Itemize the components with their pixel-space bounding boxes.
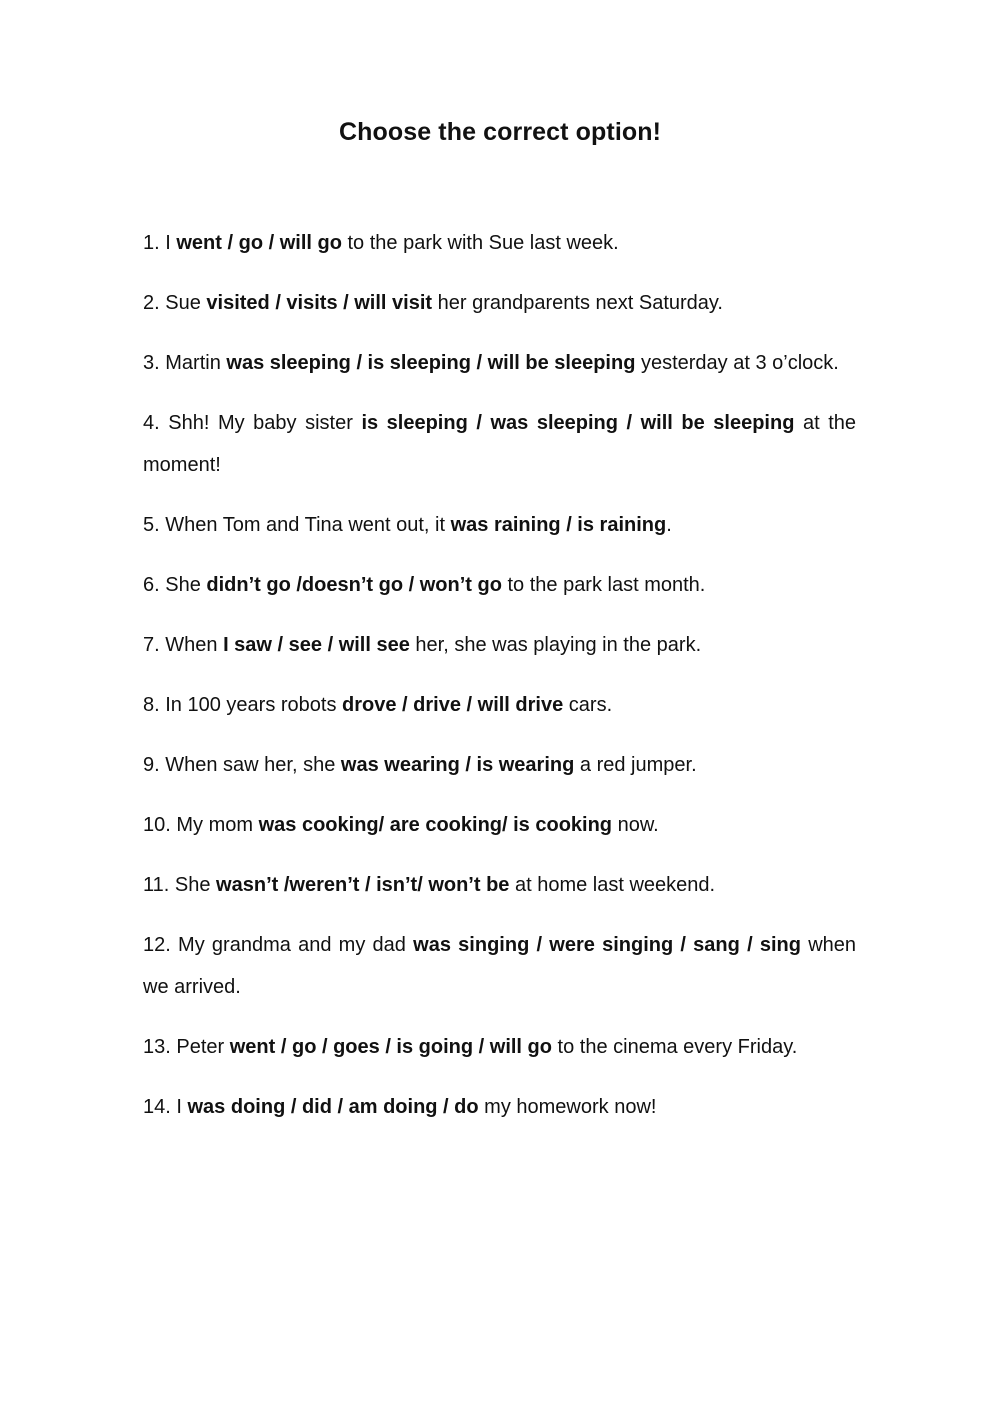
question-number: 12. [143, 934, 171, 956]
answer-options[interactable]: is sleeping / was sleeping / will be sleeping [361, 412, 795, 434]
question-item [143, 504, 856, 546]
question-number: 7. [143, 634, 160, 656]
question-item [143, 1086, 856, 1128]
question-number: 1. [143, 232, 160, 254]
question-item [143, 924, 856, 1008]
answer-options[interactable]: was cooking/ are cooking/ is cooking [258, 814, 613, 836]
answer-options[interactable]: went / go / will go [176, 232, 342, 254]
question-number: 8. [143, 694, 160, 716]
page-title: Choose the correct option! [338, 118, 662, 146]
question-item [143, 1026, 856, 1068]
question-text-before: When [165, 634, 218, 656]
answer-options[interactable]: didn’t go /doesn’t go / won’t go [206, 574, 502, 596]
question-text-before: Sue [165, 292, 201, 314]
question-item [143, 282, 856, 324]
question-text-before: My mom [176, 814, 254, 836]
question-text-after: now. [617, 814, 659, 836]
answer-options[interactable]: was wearing / is wearing [340, 754, 575, 776]
answer-options[interactable]: was sleeping / is sleeping / will be sleeping [226, 352, 636, 374]
answer-options[interactable]: was raining / is raining [450, 514, 667, 536]
question-text-after: to the park with Sue last week. [347, 232, 619, 254]
answer-options[interactable]: wasn’t /weren’t / isn’t/ won’t be [216, 874, 510, 896]
question-text-before: She [174, 874, 211, 896]
question-item [143, 684, 856, 726]
question-number: 11. [143, 874, 170, 896]
question-number: 6. [143, 574, 160, 596]
question-number: 5. [143, 514, 160, 536]
question-number: 10. [143, 814, 171, 836]
question-number: 3. [143, 352, 160, 374]
question-item [143, 342, 856, 384]
question-text-before: Martin [165, 352, 221, 374]
question-text-before: When saw her, she [165, 754, 336, 776]
question-text-before: My grandma and my dad [178, 934, 406, 956]
answer-options[interactable]: I saw / see / will see [223, 634, 410, 656]
question-text-after: yesterday at 3 o’clock. [640, 352, 839, 374]
question-number: 4. [143, 412, 160, 434]
question-item [143, 564, 856, 606]
answer-options[interactable]: visited / visits / will visit [206, 292, 433, 314]
question-number: 2. [143, 292, 160, 314]
question-number: 13. [143, 1036, 171, 1058]
question-list [143, 222, 856, 1146]
question-item [143, 864, 856, 906]
question-number: 9. [143, 754, 160, 776]
question-text-after: to the cinema every Friday. [557, 1036, 798, 1058]
question-item [143, 402, 856, 486]
question-item [143, 744, 856, 786]
question-text-after: her grandparents next Saturday. [437, 292, 723, 314]
answer-options[interactable]: was doing / did / am doing / do [187, 1096, 479, 1118]
answer-options[interactable]: was singing / were singing / sang / sing [413, 934, 801, 956]
answer-options[interactable]: drove / drive / will drive [342, 694, 564, 716]
question-text-after: her, she was playing in the park. [415, 634, 702, 656]
question-text-after: to the park last month. [507, 574, 706, 596]
question-text-after: a red jumper. [579, 754, 697, 776]
question-text-before: I [176, 1096, 182, 1118]
question-text-before: Peter [176, 1036, 225, 1058]
question-text-after: at the moment! [143, 412, 857, 476]
question-item [143, 624, 856, 666]
answer-options[interactable]: went / go / goes / is going / will go [229, 1036, 552, 1058]
question-text-before: Shh! My baby sister [168, 412, 353, 434]
question-item [143, 222, 856, 264]
question-text-after: cars. [568, 694, 613, 716]
question-text-after: . [666, 514, 672, 536]
question-number: 14. [143, 1096, 171, 1118]
question-text-after: when we arrived. [143, 934, 857, 998]
question-text-before: I [165, 232, 171, 254]
question-text-after: my homework now! [484, 1096, 657, 1118]
question-text-before: In 100 years robots [165, 694, 337, 716]
question-text-after: at home last weekend. [514, 874, 716, 896]
question-text-before: She [165, 574, 201, 596]
question-item [143, 804, 856, 846]
question-text-before: When Tom and Tina went out, it [165, 514, 446, 536]
